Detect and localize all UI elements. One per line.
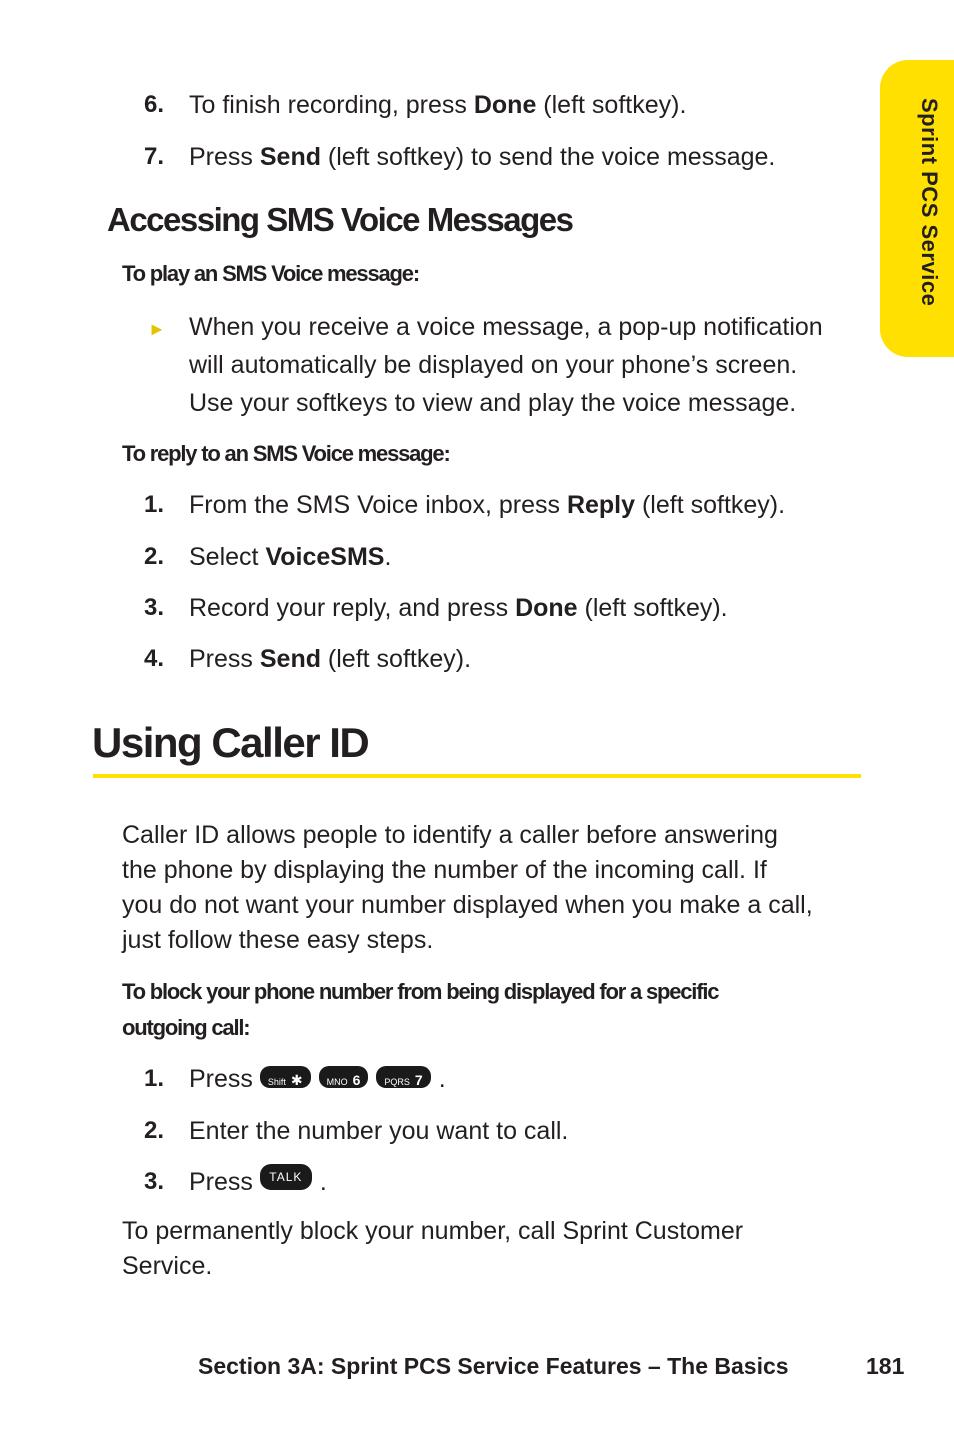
- step-number: 7.: [143, 143, 164, 170]
- step-number: 3.: [143, 1168, 164, 1195]
- outro-line: To permanently block your number, call Sprint Customer: [122, 1217, 744, 1245]
- bullet-line: When you receive a voice message, a pop-up notification: [189, 313, 823, 341]
- side-tab-label: Sprint PCS Service: [917, 98, 942, 307]
- footer-section: Section 3A: Sprint PCS Service Features – The Basics: [198, 1353, 789, 1379]
- subheading-play: To play an SMS Voice message:: [122, 261, 419, 286]
- step-6: [140, 88, 880, 122]
- step-number: 1.: [143, 491, 164, 518]
- step-text: Press Shift ✱ MNO 6 PQRS 7 .: [189, 1065, 446, 1093]
- bullet-line: will automatically be displayed on your phone’s screen.: [189, 351, 798, 379]
- step-text: From the SMS Voice inbox, press Reply (left softkey).: [189, 491, 786, 519]
- block-step-3: [140, 1165, 880, 1199]
- step-number: 2.: [143, 543, 164, 570]
- subheading-reply: To reply to an SMS Voice message:: [122, 441, 450, 466]
- talk-key-icon: TALK: [260, 1164, 312, 1190]
- step-text: Select VoiceSMS.: [189, 543, 392, 571]
- intro-line: the phone by displaying the number of the incoming call. If: [122, 856, 767, 884]
- step-text: Press TALK .: [189, 1165, 327, 1199]
- reply-step-2: [140, 540, 880, 574]
- shift-key-icon: Shift ✱: [260, 1066, 311, 1088]
- block-step-2: [140, 1114, 880, 1148]
- intro-line: Caller ID allows people to identify a caller before answering: [122, 821, 778, 849]
- reply-step-4: [140, 642, 880, 676]
- step-text: Press Send (left softkey).: [189, 645, 472, 673]
- step-text: Press Send (left softkey) to send the voice message.: [189, 143, 776, 171]
- step-text: Enter the number you want to call.: [189, 1117, 569, 1145]
- block-heading-line: outgoing call:: [122, 1015, 250, 1040]
- page-title: Using Caller ID: [92, 719, 369, 766]
- outro-line: Service.: [122, 1252, 213, 1280]
- block-heading-line: To block your phone number from being displayed for a specific: [122, 979, 719, 1004]
- bullet-arrow-icon: ►: [148, 319, 166, 339]
- step-number: 4.: [143, 645, 164, 672]
- reply-step-1: [140, 488, 880, 522]
- intro-line: you do not want your number displayed when you make a call,: [122, 891, 813, 919]
- block-step-1: [140, 1062, 880, 1096]
- reply-step-3: [140, 591, 880, 625]
- step-number: 3.: [143, 594, 164, 621]
- section-heading-sms: Accessing SMS Voice Messages: [107, 201, 573, 238]
- step-number: 1.: [143, 1065, 164, 1092]
- key-6-icon: MNO 6: [319, 1066, 369, 1088]
- step-7: [140, 140, 880, 174]
- step-text: To finish recording, press Done (left softkey).: [189, 91, 687, 119]
- page-number: 181: [866, 1353, 905, 1379]
- title-rule: [93, 774, 861, 778]
- key-7-icon: PQRS 7: [376, 1066, 430, 1088]
- step-number: 6.: [143, 91, 164, 118]
- intro-line: just follow these easy steps.: [122, 926, 434, 954]
- step-text: Record your reply, and press Done (left softkey).: [189, 594, 728, 622]
- bullet-line: Use your softkeys to view and play the voice message.: [189, 389, 797, 417]
- step-number: 2.: [143, 1117, 164, 1144]
